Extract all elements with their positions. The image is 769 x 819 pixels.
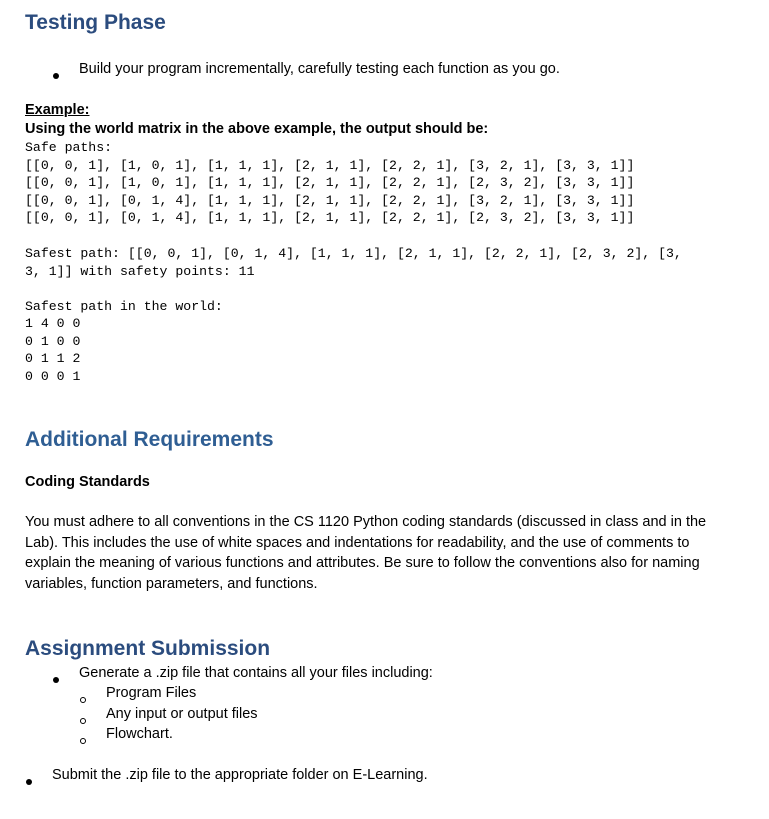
coding-standards-subheading: Coding Standards [25, 474, 150, 490]
circle-bullet-icon [80, 690, 86, 708]
safe-path-line: [[0, 0, 1], [0, 1, 4], [1, 1, 1], [2, 1, 1], [2, 2, 1], [2, 3, 2], [3, 3, 1]] [25, 210, 635, 225]
submission-bullet-text: Generate a .zip file that contains all your files including: [79, 665, 433, 681]
circle-bullet-icon [80, 731, 86, 749]
world-label: Safest path in the world: [25, 298, 223, 314]
safest-path-line: 3, 1]] with safety points: 11 [25, 263, 255, 279]
world-row: 1 4 0 0 [25, 316, 81, 331]
world-row: 0 1 0 0 [25, 333, 81, 349]
bullet-icon [53, 670, 59, 688]
safe-paths-label: Safe paths: [25, 140, 113, 155]
safe-path-line: [[0, 0, 1], [1, 0, 1], [1, 1, 1], [2, 1, 1], [2, 2, 1], [3, 2, 1], [3, 3, 1]] [25, 157, 635, 173]
circle-bullet-icon [80, 711, 86, 729]
submission-sub-item: Program Files [106, 685, 197, 701]
testing-phase-heading: Testing Phase [25, 11, 166, 34]
safe-path-line: [[0, 0, 1], [0, 1, 4], [1, 1, 1], [2, 1, 1], [2, 2, 1], [3, 2, 1], [3, 3, 1]] [25, 192, 635, 208]
world-row: 0 0 0 1 [25, 368, 81, 384]
safe-path-line: [[0, 0, 1], [1, 0, 1], [1, 1, 1], [2, 1, 1], [2, 2, 1], [2, 3, 2], [3, 3, 1]] [25, 175, 635, 190]
safest-path-line: Safest path: [[0, 0, 1], [0, 1, 4], [1, 1, 1], [2, 1, 1], [2, 2, 1], [2, 3, 2], [3, [25, 246, 682, 261]
assignment-submission-heading: Assignment Submission [25, 637, 271, 660]
example-label: Example: [25, 102, 90, 118]
submission-sub-item: Any input or output files [106, 706, 258, 722]
bullet-icon [53, 66, 59, 84]
example-intro: Using the world matrix in the above example, the output should be: [25, 121, 489, 137]
testing-bullet-text: Build your program incrementally, carefully testing each function as you go. [79, 61, 560, 77]
bullet-icon [26, 772, 32, 790]
additional-requirements-heading: Additional Requirements [25, 428, 274, 451]
submission-sub-item: Flowchart. [106, 726, 173, 742]
coding-standards-paragraph: You must adhere to all conventions in the CS 1120 Python coding standards (discussed in class and in the Lab). This includes the use of white spaces and indentations for readability, and the use of comments to explain the meaning of various functions and attributes. Be sure to follow the conventions also for naming variables, function parameters, and functions. [25, 514, 707, 592]
world-row: 0 1 1 2 [25, 351, 81, 366]
submission-bullet-text: Submit the .zip file to the appropriate folder on E-Learning. [52, 767, 428, 783]
